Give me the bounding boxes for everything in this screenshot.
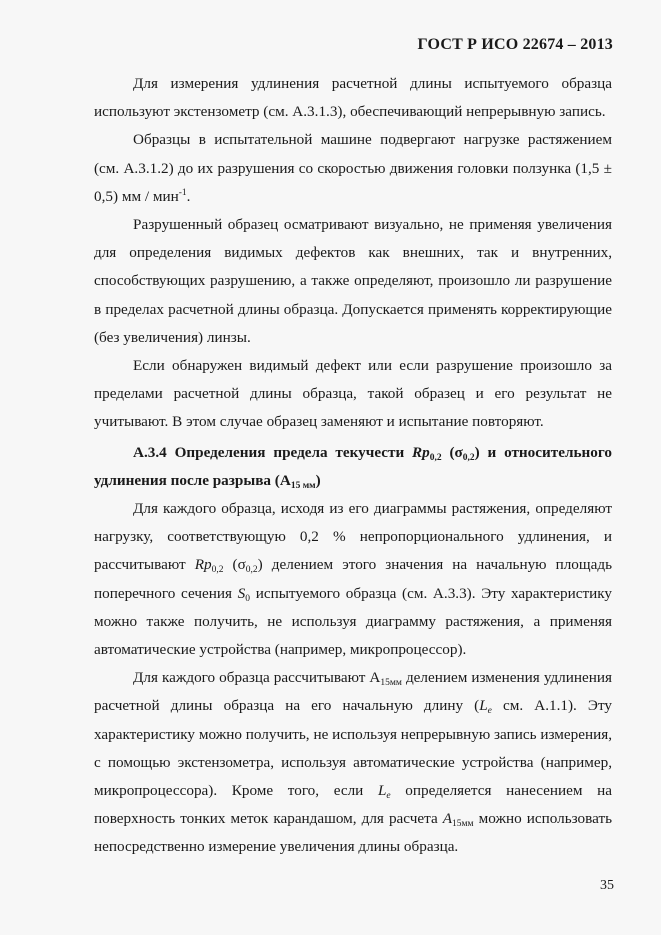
- paragraph-extensometer: Для измерения удлинения расчетной длины испытуемого образца используют экстензометр (см. А.3.1.3), обеспечивающий непрерывную запись.: [94, 75, 612, 121]
- l-symbol: L: [377, 782, 387, 800]
- a-subscript: 15мм: [452, 819, 474, 830]
- document-header-standard-id: ГОСТ Р ИСО 22674 – 2013: [417, 36, 613, 53]
- paragraph-defect-retest: Если обнаружен видимый дефект или если разрушение произошло за пределами расчетной длины образца, такой образец и его результат не учитывают. В этом случае образец заменяют и испытание повторяют.: [94, 357, 612, 431]
- paragraph-text: делением изменения удлинения расчетной длины образца на его начальную длину (: [94, 669, 612, 715]
- document-body: [94, 70, 612, 862]
- s-symbol: S: [237, 584, 246, 602]
- rp-symbol: Rp: [194, 556, 212, 574]
- a-symbol: A: [442, 810, 453, 828]
- paragraph-text: Образцы в испытательной машине подвергают нагрузке растяжением (см. А.3.1.2) до их разрушения со скоростью движения головки ползунка (1,5 ± 0,5) мм / мин: [94, 131, 612, 205]
- section-title: ) и относительного удлинения после разрыва (А: [94, 443, 612, 489]
- paragraph-elongation: [94, 664, 612, 861]
- paragraph-text: испытуемого образца (см. А.3.3). Эту характеристику можно также получить, не используя диаграмму растяжения, а применяя автоматические устройства (например, микропроцессор).: [94, 584, 612, 659]
- section-title: ): [315, 471, 321, 489]
- paragraph-text: Для каждого образца, исходя из его диаграммы растяжения, определяют нагрузку, соответствующую 0,2 % непропорционального удлинения, и рассчитывают: [94, 500, 612, 574]
- section-number: А.3.4: [133, 443, 167, 461]
- sigma-subscript: 0,2: [462, 452, 475, 463]
- l-symbol: L: [479, 697, 488, 715]
- page-number: 35: [600, 878, 614, 893]
- paragraph-text: ) делением этого значения на начальную площадь поперечного сечения: [94, 556, 612, 602]
- section-heading-a34: [94, 439, 612, 495]
- paragraph-text: см. А.1.1). Эту характеристику можно получить, не используя непрерывную запись измерения, с помощью экстензометра, используя автоматические устройства (например, микропроцессора). Кроме того, если: [94, 697, 612, 800]
- paragraph-text: можно использовать непосредственно измерение увеличения длины образца.: [94, 810, 613, 856]
- a-subscript: 15мм: [380, 678, 402, 689]
- rp-subscript: 0,2: [429, 452, 442, 463]
- rp-symbol: Rp: [412, 443, 430, 461]
- paragraph-visual-inspection: Разрушенный образец осматривают визуально, не применяя увеличения для определения видимых дефектов как внешних, так и внутренних, способствующих разрушению, а также определяют, произошло ли разрушение в пределах расчетной длины образца. Допускается применять корректирующие (без увеличения) линзы.: [94, 216, 612, 346]
- paragraph-text: определяется нанесением на поверхность тонких меток карандашом, для расчета: [94, 782, 612, 828]
- section-title: (σ: [441, 443, 463, 461]
- s-subscript: 0: [245, 593, 250, 604]
- paragraph-tensile-loading: [94, 126, 612, 211]
- paragraph-text: Для каждого образца рассчитывают А: [133, 669, 381, 687]
- paragraph-text: .: [186, 187, 191, 205]
- rp-subscript: 0,2: [211, 565, 224, 576]
- l-subscript-text: e: [487, 706, 492, 717]
- superscript: -1: [178, 187, 187, 198]
- section-title: Определения предела текучести: [166, 443, 413, 461]
- sigma-subscript: 0,2: [245, 565, 258, 576]
- paragraph-text: (σ: [223, 556, 246, 574]
- paragraph-yield-strength: [94, 495, 612, 664]
- l-subscript-text: e: [386, 791, 391, 802]
- a-subscript: 15 мм: [290, 480, 316, 491]
